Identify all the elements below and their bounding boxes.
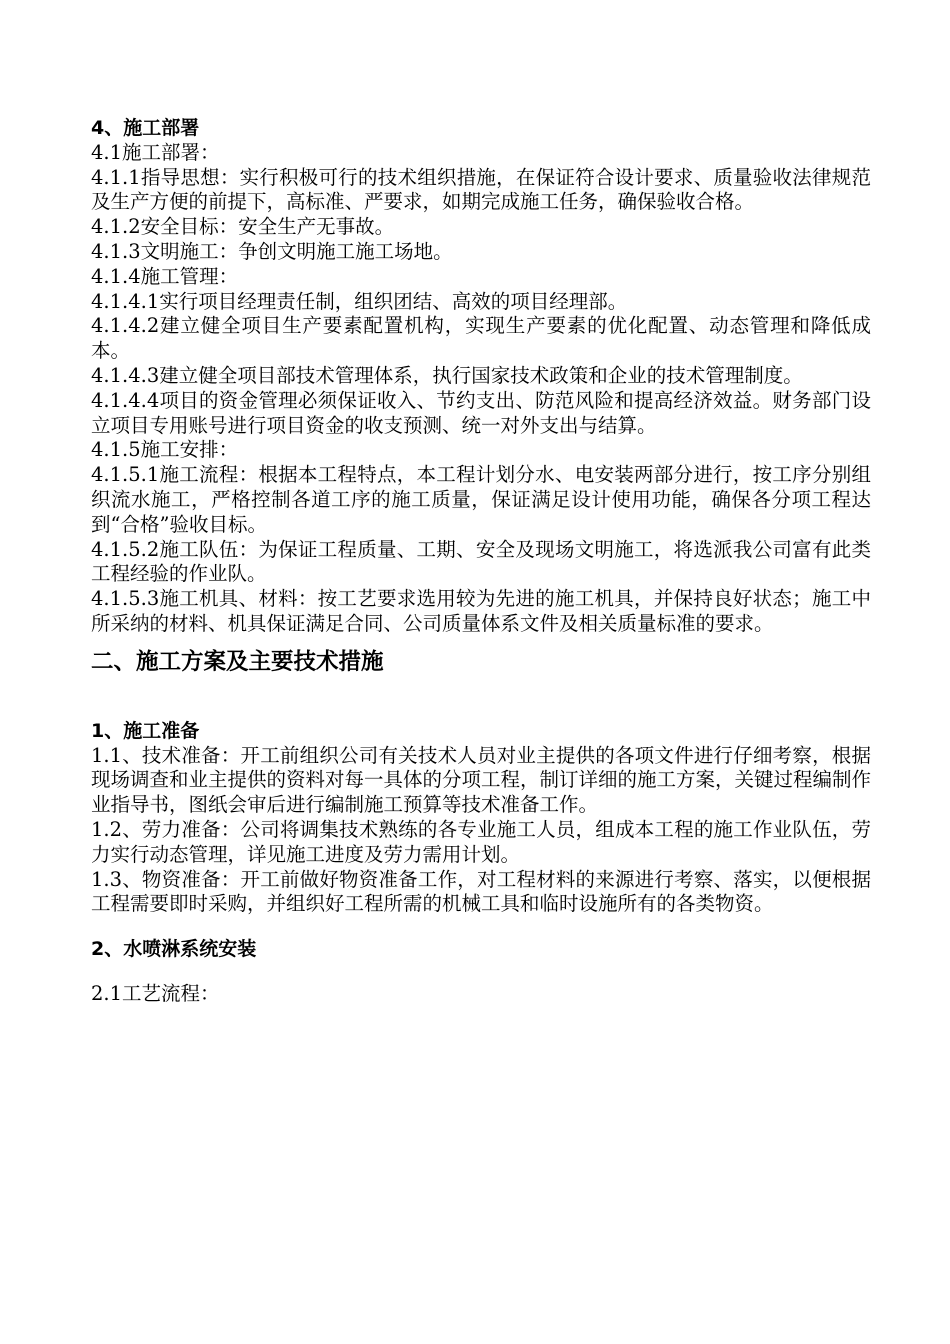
paragraph-4-1-3: 4.1.3文明施工：争创文明施工施工场地。	[91, 239, 453, 263]
chapter-2-heading: 二、施工方案及主要技术措施	[91, 648, 384, 675]
spacer	[91, 962, 871, 982]
document-page	[91, 116, 871, 1007]
paragraph-4-1-4-1: 4.1.4.1实行项目经理责任制，组织团结、高效的项目经理部。	[91, 289, 628, 313]
paragraph-1-3: 1.3、物资准备：开工前做好物资准备工作，对工程材料的来源进行考察、落实，以便根据工程需要即时采购，并组织好工程所需的机械工具和临时设施所有的各类物资。	[91, 867, 871, 916]
paragraph-4-1-5: 4.1.5施工安排：	[91, 438, 239, 462]
paragraph-1-1: 1.1、技术准备：开工前组织公司有关技术人员对业主提供的各项文件进行仔细考察，根据现场调查和业主提供的资料对每一具体的分项工程，制订详细的施工方案，关键过程编制作业指导书，图纸会审后进行编制施工预算等技术准备工作。	[91, 743, 872, 817]
paragraph-4-1-4-2: 4.1.4.2建立健全项目生产要素配置机构，实现生产要素的优化配置、动态管理和降低成本。	[91, 314, 871, 363]
spacer	[91, 677, 871, 719]
section-1-heading: 1、施工准备	[91, 719, 200, 742]
paragraph-1-2: 1.2、劳力准备：公司将调集技术熟练的各专业施工人员，组成本工程的施工作业队伍，劳力实行动态管理，详见施工进度及劳力需用计划。	[91, 817, 871, 866]
paragraph-4-1-5-2: 4.1.5.2施工队伍：为保证工程质量、工期、安全及现场文明施工，将选派我公司富有此类工程经验的作业队。	[91, 537, 871, 586]
spacer	[91, 917, 871, 937]
paragraph-4-1-5-1: 4.1.5.1施工流程：根据本工程特点，本工程计划分水、电安装两部分进行，按工序分别组织流水施工，严格控制各道工序的施工质量，保证满足设计使用功能，确保各分项工程达到“合格”验收目标。	[91, 463, 871, 536]
paragraph-4-1-1: 4.1.1指导思想：实行积极可行的技术组织措施，在保证符合设计要求、质量验收法律规范及生产方便的前提下，高标准、严要求，如期完成施工任务，确保验收合格。	[91, 165, 871, 214]
section-2-heading: 2、水喷淋系统安装	[91, 938, 257, 961]
paragraph-4-1-4-4: 4.1.4.4项目的资金管理必须保证收入、节约支出、防范风险和提高经济效益。财务部门设立项目专用账号进行项目资金的收支预测、统一对外支出与结算。	[91, 388, 871, 437]
section-4-heading: 4、施工部署	[91, 117, 200, 139]
paragraph-4-1-4: 4.1.4施工管理：	[91, 264, 239, 288]
paragraph-4-1-2: 4.1.2安全目标：安全生产无事故。	[91, 215, 395, 239]
paragraph-2-1: 2.1工艺流程：	[91, 981, 220, 1005]
paragraph-4-1-4-3: 4.1.4.3建立健全项目部技术管理体系，执行国家技术政策和企业的技术管理制度。	[91, 363, 803, 387]
paragraph-4-1: 4.1施工部署：	[91, 140, 220, 164]
paragraph-4-1-5-3: 4.1.5.3施工机具、材料：按工艺要求选用较为先进的施工机具，并保持良好状态；施工中所采纳的材料、机具保证满足合同、公司质量体系文件及相关质量标准的要求。	[91, 587, 871, 635]
